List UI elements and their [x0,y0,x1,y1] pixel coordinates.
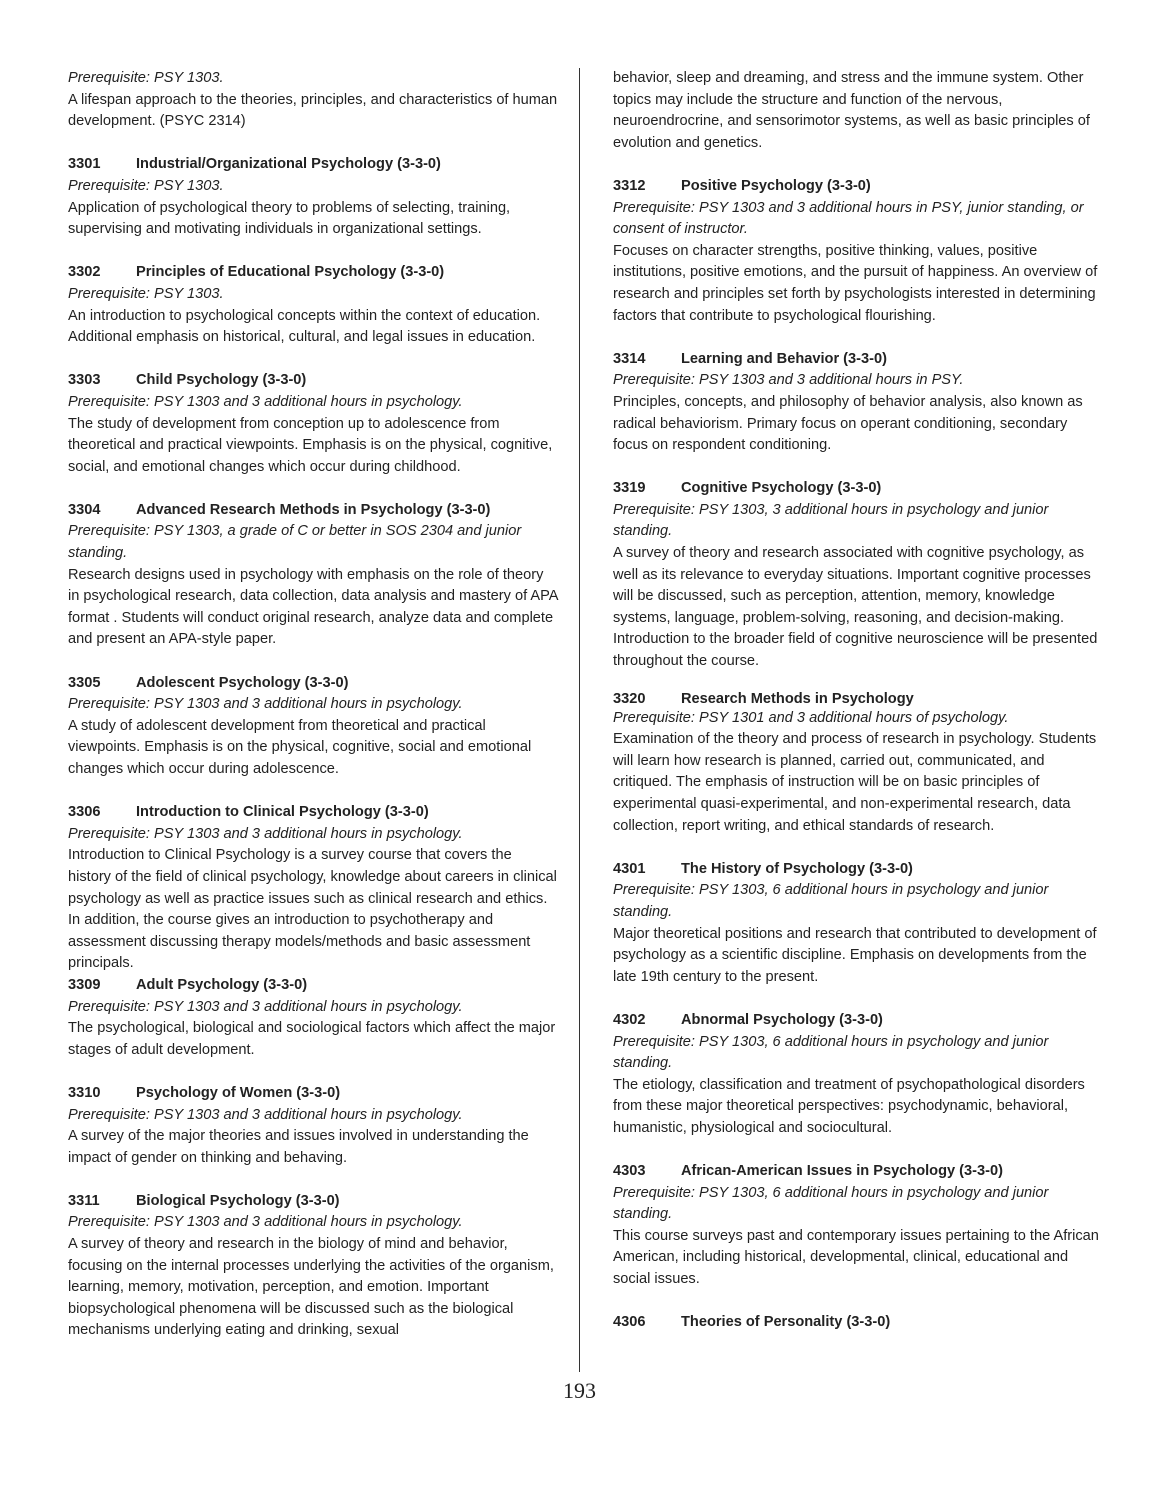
course-prereq: Prerequisite: PSY 1303 and 3 additional hours in psychology. [68,1214,463,1231]
course-number: 3306 [68,804,101,821]
course-prereq: Prerequisite: PSY 1303, 3 additional hours in psychology and junior standing. [613,501,1049,540]
course-description: Focuses on character strengths, positive thinking, values, positive institutions, positive emotions, and the pursuit of happiness. An overview of research and principles set forth by psychologists interested in determining factors that contribute to psychological flourishing. [613,242,1098,324]
course-number: 3310 [68,1084,101,1101]
course-number: 3319 [613,480,646,497]
course-entry [68,975,558,1061]
column-divider [579,68,580,1372]
course-entry [613,478,1103,672]
course-number: 4302 [613,1011,646,1028]
course-prereq: Prerequisite: PSY 1303, a grade of C or better in SOS 2304 and junior standing. [68,523,522,562]
course-heading [68,1083,558,1105]
course-entry [68,500,558,651]
course-title: Adolescent Psychology (3-3-0) [136,674,349,691]
right-column [613,68,1103,1334]
course-number: 4301 [613,860,646,877]
course-title: African-American Issues in Psychology (3-3-0) [681,1163,1003,1180]
course-heading [613,1010,1103,1032]
course-entry [68,262,558,348]
left-column [68,68,558,1342]
course-description: This course surveys past and contemporary issues pertaining to the African American, including historical, developmental, clinical, educational and social issues. [613,1227,1099,1288]
course-title: The History of Psychology (3-3-0) [681,860,913,877]
page-number: 193 [563,1378,596,1403]
course-prereq: Prerequisite: PSY 1303 and 3 additional hours in PSY. [613,372,964,389]
course-description: Examination of the theory and process of research in psychology. Students will learn how research is planned, carried out, communicated, and critiqued. The emphasis of instruction will be on basic principles of experimental quasi-experimental, and non-experimental research, data collection, report writing, and ethical standards of research. [613,731,1097,834]
course-heading [613,478,1103,500]
course-description: The study of development from conception up to adolescence from theoretical and practical viewpoints. Emphasis is on the physical, cognitive, social, and emotional changes which occur during childhood. [68,415,553,475]
course-prereq: Prerequisite: PSY 1303. [68,70,224,86]
course-title: Biological Psychology (3-3-0) [136,1192,340,1209]
course-number: 3301 [68,156,101,173]
course-heading [68,1191,558,1213]
course-title: Theories of Personality (3-3-0) [681,1314,891,1331]
course-number: 4306 [613,1314,646,1331]
course-entry [68,673,558,781]
course-description: behavior, sleep and dreaming, and stress and the immune system. Other topics may include the structure and function of the nervous, neuroendrocrine, and sensorimotor systems, as well as basic principles of evolution and genetics. [613,70,1090,151]
course-description: A lifespan approach to the theories, principles, and characteristics of human development. (PSYC 2314) [68,91,558,130]
course-title: Cognitive Psychology (3-3-0) [681,480,882,497]
course-heading [613,1161,1103,1183]
course-title: Abnormal Psychology (3-3-0) [681,1011,883,1028]
course-prereq: Prerequisite: PSY 1303 and 3 additional hours in PSY, junior standing, or consent of instructor. [613,199,1084,238]
course-title: Introduction to Clinical Psychology (3-3-0) [136,804,429,821]
course-prereq: Prerequisite: PSY 1303 and 3 additional hours in psychology. [68,998,463,1015]
course-heading [613,176,1103,198]
course-prereq: Prerequisite: PSY 1303. [68,177,224,194]
course-title: Research Methods in Psychology [681,690,914,707]
course-entry [68,154,558,240]
course-description: The etiology, classification and treatment of psychopathological disorders from these major theoretical perspectives: psychodynamic, behavioral, humanistic, physiological and sociocultural. [613,1076,1085,1136]
course-title: Advanced Research Methods in Psychology (3-3-0) [136,501,491,518]
course-heading [68,154,558,176]
course-description: A survey of the major theories and issues involved in understanding the impact of gender on thinking and behaving. [68,1128,529,1166]
course-number: 3311 [68,1192,100,1209]
course-entry [613,859,1103,989]
course-title: Learning and Behavior (3-3-0) [681,350,887,367]
course-entry [68,1083,558,1169]
course-heading [68,262,558,284]
course-prereq: Prerequisite: PSY 1303 and 3 additional hours in psychology. [68,696,463,713]
course-description: Application of psychological theory to problems of selecting, training, supervising and motivating individuals in organizational settings. [68,199,511,238]
course-heading [613,349,1103,371]
course-description: A study of adolescent development from theoretical and practical viewpoints. Emphasis is on the physical, cognitive, social and emotional changes which occur during adolescence. [68,717,532,777]
course-number: 3309 [68,976,101,993]
course-heading [613,691,1103,708]
course-description: Introduction to Clinical Psychology is a survey course that covers the history of the field of clinical psychology, knowledge about careers in clinical psychology as well as practice issues such as clinical research and ethics. In addition, the course gives an introduction to psychotherapy and assessment discussing therapy models/methods and basic assessment principals. [68,847,557,972]
course-prereq: Prerequisite: PSY 1303 and 3 additional hours in psychology. [68,1106,463,1123]
course-title: Adult Psychology (3-3-0) [136,976,308,993]
course-title: Industrial/Organizational Psychology (3-3-0) [136,156,441,173]
course-title: Child Psychology (3-3-0) [136,372,307,389]
course-number: 3303 [68,372,101,389]
course-heading [68,370,558,392]
course-heading [68,975,558,997]
course-description: Principles, concepts, and philosophy of behavior analysis, also known as radical behaviorism. Primary focus on operant conditioning, secondary focus on respondent conditioning. [613,393,1083,454]
course-description: A survey of theory and research in the biology of mind and behavior, focusing on the internal processes underlying the activities of the organism, learning, memory, motivation, perception, and emotion. Important biopsychological phenomena will be discussed such as the biological mechanisms underlying eating and drinking, sexual [68,1236,554,1339]
course-heading [68,802,558,824]
course-heading [68,673,558,695]
course-prereq: Prerequisite: PSY 1303. [68,285,224,302]
course-prereq: Prerequisite: PSY 1303, 6 additional hours in psychology and junior standing. [613,1033,1049,1072]
course-heading [68,500,558,522]
course-entry [613,1312,1103,1334]
course-description: A survey of theory and research associated with cognitive psychology, as well as its relevance to everyday situations. Important cognitive processes will be discussed, such as perception, attention, memory, knowledge systems, language, problem-solving, reasoning, and decision-making. Introduction to the broader field of cognitive neuroscience will be presented throughout the course. [613,545,1098,670]
course-description: Major theoretical positions and research that contributed to development of psychology as a scientific discipline. Emphasis on developments from the late 19th century to the present. [613,925,1097,985]
course-number: 3302 [68,264,101,281]
course-entry [613,176,1103,327]
course-entry [68,1191,558,1342]
course-title: Psychology of Women (3-3-0) [136,1084,341,1101]
course-entry [68,370,558,478]
course-title: Positive Psychology (3-3-0) [681,177,871,194]
course-entry [613,691,1103,838]
course-description: Research designs used in psychology with emphasis on the role of theory in psychological research, data collection, data analysis and mastery of APA format . Students will conduct original research, analyze data and complete and present an APA-style paper. [68,566,558,648]
course-number: 3305 [68,674,101,691]
course-number: 3312 [613,177,646,194]
course-entry [613,1010,1103,1140]
course-heading [613,859,1103,881]
course-continued [68,68,558,133]
course-prereq: Prerequisite: PSY 1301 and 3 additional hours of psychology. [613,709,1009,726]
course-prereq: Prerequisite: PSY 1303, 6 additional hours in psychology and junior standing. [613,1184,1049,1223]
course-number: 3304 [68,501,101,518]
course-number: 3314 [613,350,646,367]
course-description: The psychological, biological and sociological factors which affect the major stages of adult development. [68,1020,556,1058]
course-prereq: Prerequisite: PSY 1303 and 3 additional hours in psychology. [68,825,463,842]
course-number: 3320 [613,690,646,707]
course-heading [613,1312,1103,1334]
course-number: 4303 [613,1163,646,1180]
course-prereq: Prerequisite: PSY 1303 and 3 additional hours in psychology. [68,393,463,410]
course-entry [613,1161,1103,1291]
course-entry [613,349,1103,457]
course-continued [613,68,1103,154]
course-description: An introduction to psychological concepts within the context of education. Additional emphasis on historical, cultural, and legal issues in education. [68,307,541,346]
course-prereq: Prerequisite: PSY 1303, 6 additional hours in psychology and junior standing. [613,882,1049,920]
course-title: Principles of Educational Psychology (3-3-0) [136,264,445,281]
course-entry [68,802,558,975]
